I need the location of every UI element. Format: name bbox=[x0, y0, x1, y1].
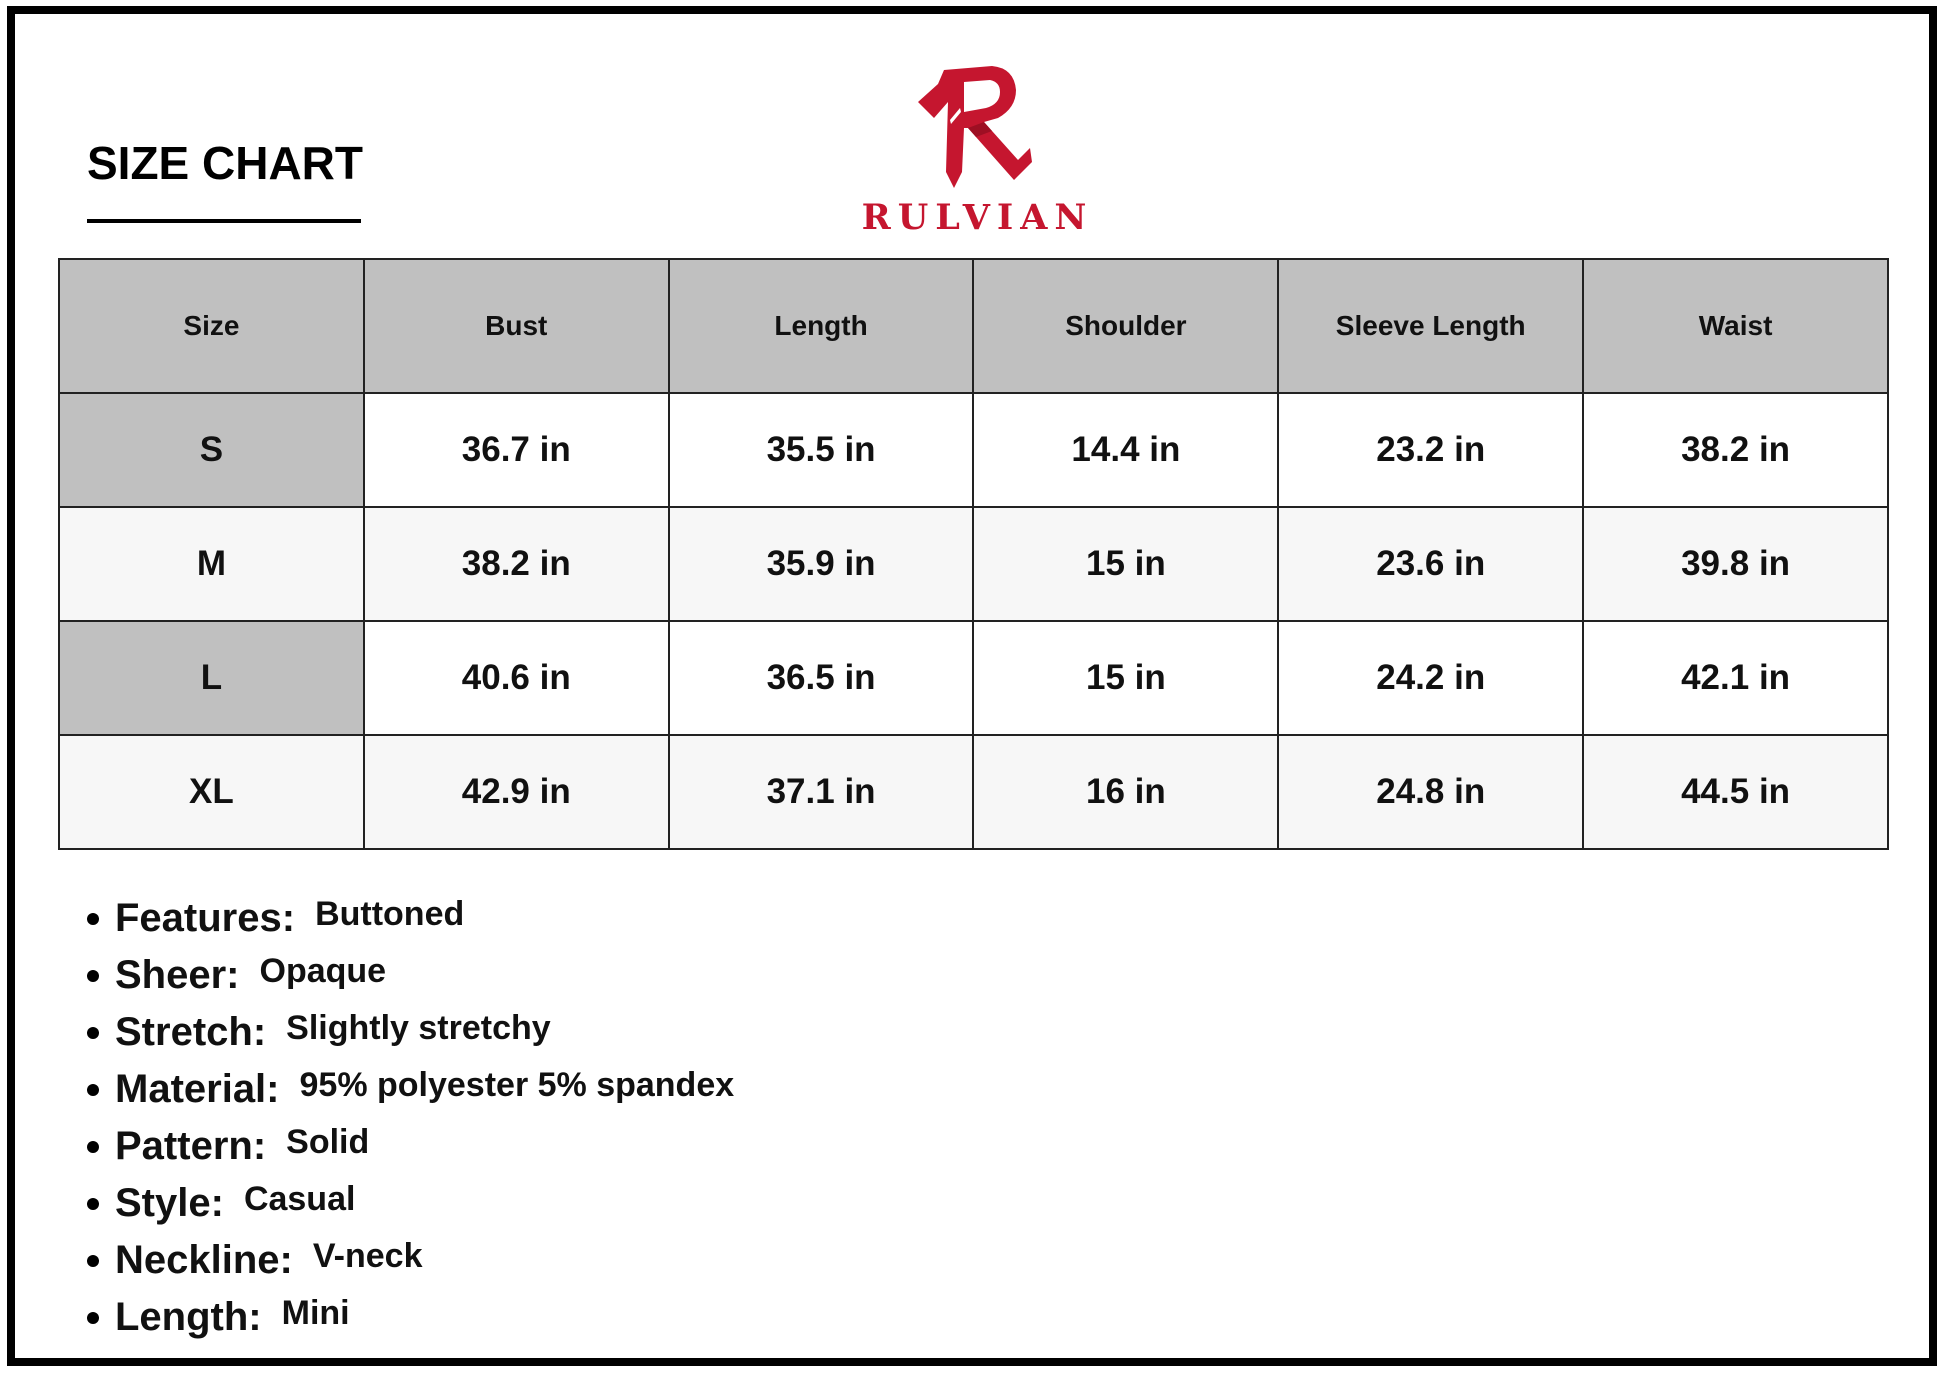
size-cell: M bbox=[59, 507, 364, 621]
shoulder-cell: 16 in bbox=[973, 735, 1278, 849]
waist-cell: 42.1 in bbox=[1583, 621, 1888, 735]
feature-label: Sheer: bbox=[115, 953, 240, 997]
sleeve-length-cell: 23.2 in bbox=[1278, 393, 1583, 507]
header-waist: Waist bbox=[1583, 259, 1888, 393]
feature-value: V-neck bbox=[312, 1237, 423, 1275]
table-row-s bbox=[59, 393, 1888, 507]
bullet-icon bbox=[87, 1312, 99, 1324]
size-cell: S bbox=[59, 393, 364, 507]
feature-value: Buttoned bbox=[315, 895, 465, 933]
feature-value: Mini bbox=[281, 1294, 350, 1332]
header-size: Size bbox=[59, 259, 364, 393]
bullet-icon bbox=[87, 1141, 99, 1153]
feature-item-stretch bbox=[87, 1004, 734, 1061]
length-cell: 37.1 in bbox=[669, 735, 974, 849]
title-underline bbox=[87, 219, 361, 223]
table-row-xl bbox=[59, 735, 1888, 849]
shoulder-cell: 15 in bbox=[973, 507, 1278, 621]
bust-cell: 36.7 in bbox=[364, 393, 669, 507]
shoulder-cell: 15 in bbox=[973, 621, 1278, 735]
feature-value: Opaque bbox=[259, 952, 387, 990]
size-cell: L bbox=[59, 621, 364, 735]
brand-name: RULVIAN bbox=[861, 197, 1094, 238]
feature-value: Casual bbox=[243, 1180, 356, 1218]
bullet-icon bbox=[87, 970, 99, 982]
bullet-icon bbox=[87, 1198, 99, 1210]
header-sleeve-length: Sleeve Length bbox=[1278, 259, 1583, 393]
brand-logo bbox=[914, 62, 1034, 190]
feature-item-features bbox=[87, 890, 734, 947]
feature-item-sheer bbox=[87, 947, 734, 1004]
bust-cell: 42.9 in bbox=[364, 735, 669, 849]
feature-label: Material: bbox=[115, 1067, 280, 1111]
feature-label: Features: bbox=[115, 896, 296, 940]
page-title: SIZE CHART bbox=[87, 137, 363, 189]
table-header bbox=[59, 259, 1888, 393]
length-cell: 35.5 in bbox=[669, 393, 974, 507]
feature-value: Solid bbox=[286, 1123, 370, 1161]
header-bust: Bust bbox=[364, 259, 669, 393]
bullet-icon bbox=[87, 1255, 99, 1267]
size-cell: XL bbox=[59, 735, 364, 849]
bust-cell: 40.6 in bbox=[364, 621, 669, 735]
feature-item-style bbox=[87, 1175, 734, 1232]
sleeve-length-cell: 23.6 in bbox=[1278, 507, 1583, 621]
bullet-icon bbox=[87, 1027, 99, 1039]
header-row bbox=[59, 259, 1888, 393]
size-chart-table bbox=[58, 258, 1889, 850]
waist-cell: 38.2 in bbox=[1583, 393, 1888, 507]
feature-label: Style: bbox=[115, 1181, 224, 1225]
feature-label: Length: bbox=[115, 1295, 262, 1339]
feature-item-length bbox=[87, 1289, 734, 1346]
bullet-icon bbox=[87, 913, 99, 925]
feature-label: Neckline: bbox=[115, 1238, 293, 1282]
feature-item-neckline bbox=[87, 1232, 734, 1289]
waist-cell: 44.5 in bbox=[1583, 735, 1888, 849]
product-features-list bbox=[87, 890, 734, 1346]
waist-cell: 39.8 in bbox=[1583, 507, 1888, 621]
feature-value: Slightly stretchy bbox=[286, 1009, 551, 1047]
table-row-m bbox=[59, 507, 1888, 621]
shoulder-cell: 14.4 in bbox=[973, 393, 1278, 507]
logo-r-icon bbox=[914, 62, 1034, 190]
feature-label: Pattern: bbox=[115, 1124, 267, 1168]
length-cell: 36.5 in bbox=[669, 621, 974, 735]
header-shoulder: Shoulder bbox=[973, 259, 1278, 393]
feature-value: 95% polyester 5% spandex bbox=[299, 1066, 735, 1104]
table-row-l bbox=[59, 621, 1888, 735]
header-length: Length bbox=[669, 259, 974, 393]
bust-cell: 38.2 in bbox=[364, 507, 669, 621]
table-body bbox=[59, 393, 1888, 849]
feature-item-material bbox=[87, 1061, 734, 1118]
sleeve-length-cell: 24.8 in bbox=[1278, 735, 1583, 849]
length-cell: 35.9 in bbox=[669, 507, 974, 621]
feature-label: Stretch: bbox=[115, 1010, 267, 1054]
feature-item-pattern bbox=[87, 1118, 734, 1175]
bullet-icon bbox=[87, 1084, 99, 1096]
sleeve-length-cell: 24.2 in bbox=[1278, 621, 1583, 735]
